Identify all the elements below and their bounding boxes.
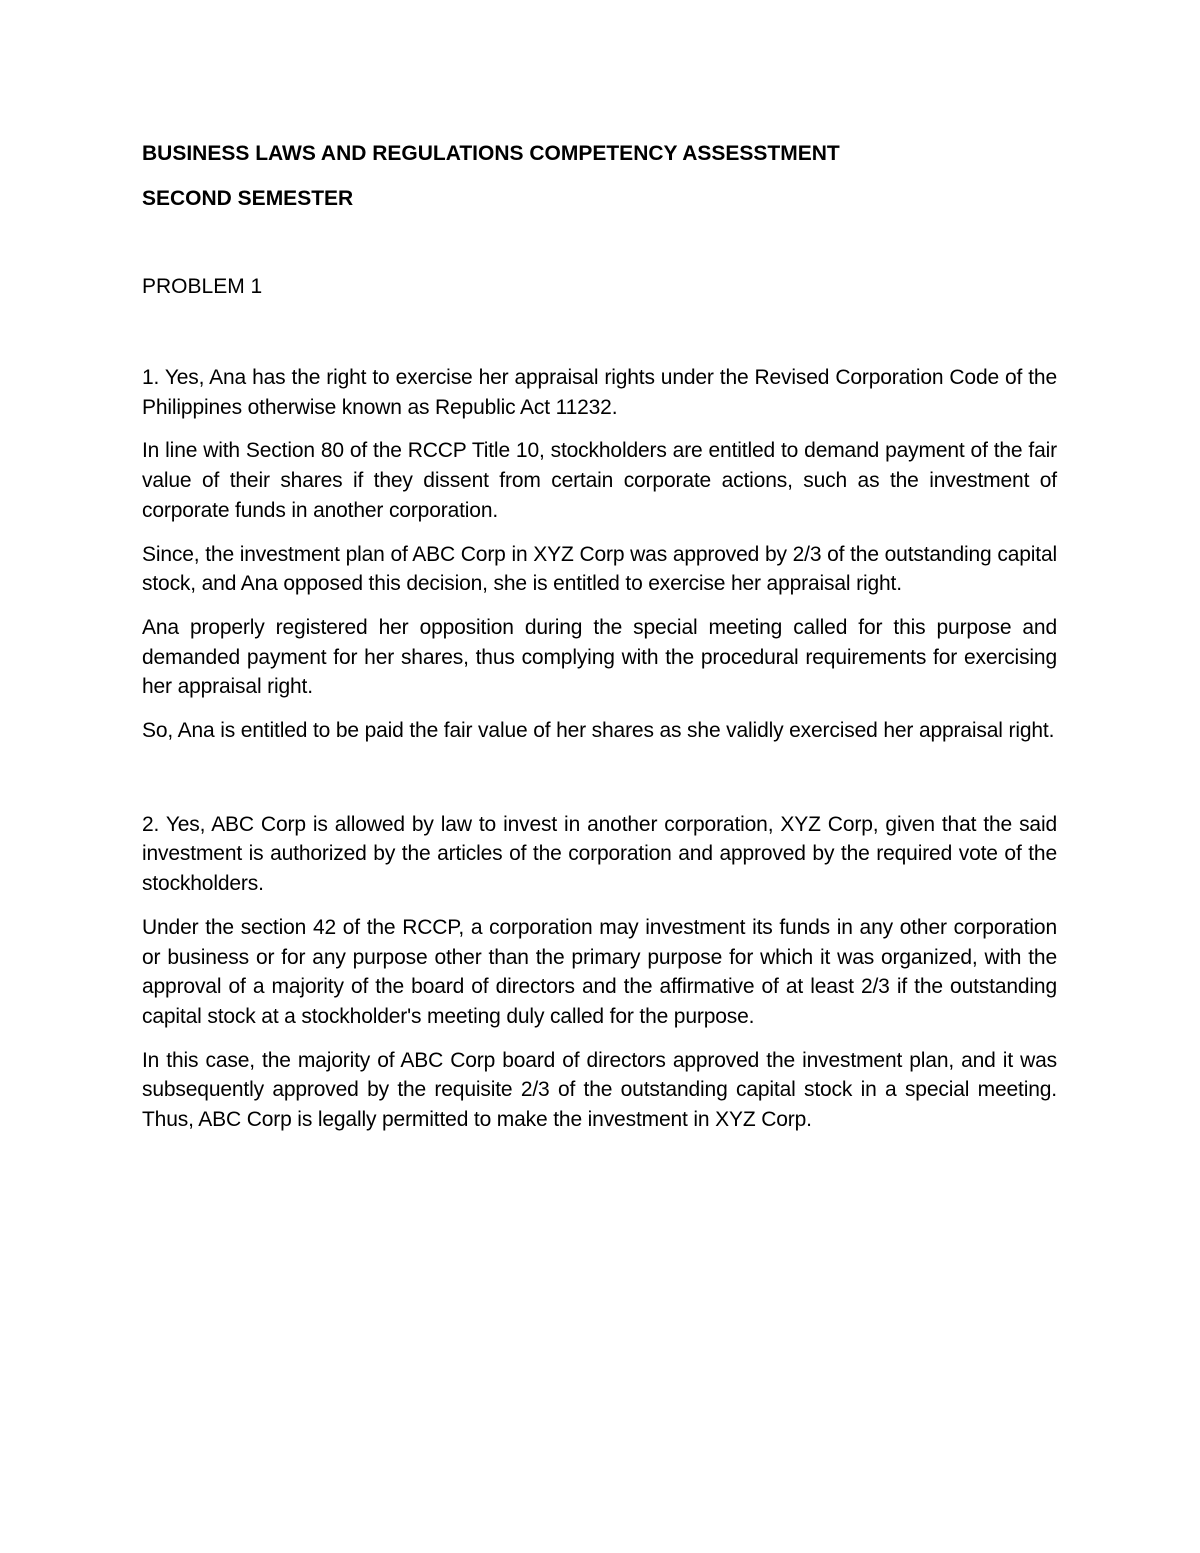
answer-1 <box>142 363 1057 746</box>
answer-1-paragraph: 1. Yes, Ana has the right to exercise her appraisal rights under the Revised Corporation Code of the Philippines otherwise known as Republic Act 11232. <box>142 366 1057 419</box>
document-page <box>142 142 1057 1135</box>
answer-2-paragraph: Under the section 42 of the RCCP, a corporation may investment its funds in any other corporation or business or for any purpose other than the primary purpose for which it was organized, with the approval of a majority of the board of directors and the affirmative of at least 2/3 if the outstanding capital stock at a stockholder's meeting duly called for the purpose. <box>142 915 1057 1028</box>
document-title: BUSINESS LAWS AND REGULATIONS COMPETENCY ASSESSTMENT <box>142 142 840 165</box>
answer-2-paragraph: 2. Yes, ABC Corp is allowed by law to invest in another corporation, XYZ Corp, given that the said investment is authorized by the articles of the corporation and approved by the required vote of the stockholders. <box>142 812 1057 896</box>
answer-2 <box>142 810 1057 1135</box>
answer-1-paragraph: Since, the investment plan of ABC Corp in XYZ Corp was approved by 2/3 of the outstanding capital stock, and Ana opposed this decision, she is entitled to exercise her appraisal right. <box>142 542 1057 596</box>
problem-label: PROBLEM 1 <box>142 275 263 298</box>
answer-2-paragraph: In this case, the majority of ABC Corp board of directors approved the investment plan, and it was subsequently approved by the requisite 2/3 of the outstanding capital stock in a special meeting. Thus, ABC Corp is legally permitted to make the investment in XYZ Corp. <box>142 1048 1057 1132</box>
answer-1-paragraph: In line with Section 80 of the RCCP Title 10, stockholders are entitled to demand payment of the fair value of their shares if they dissent from certain corporate actions, such as the investment of corporate funds in another corporation. <box>142 439 1057 522</box>
document-subtitle: SECOND SEMESTER <box>142 187 354 210</box>
answer-1-paragraph: So, Ana is entitled to be paid the fair value of her shares as she validly exercised her appraisal right. <box>142 719 1055 743</box>
answer-1-paragraph: Ana properly registered her opposition during the special meeting called for this purpose and demanded payment for her shares, thus complying with the procedural requirements for exercising her appraisal right. <box>142 615 1057 699</box>
